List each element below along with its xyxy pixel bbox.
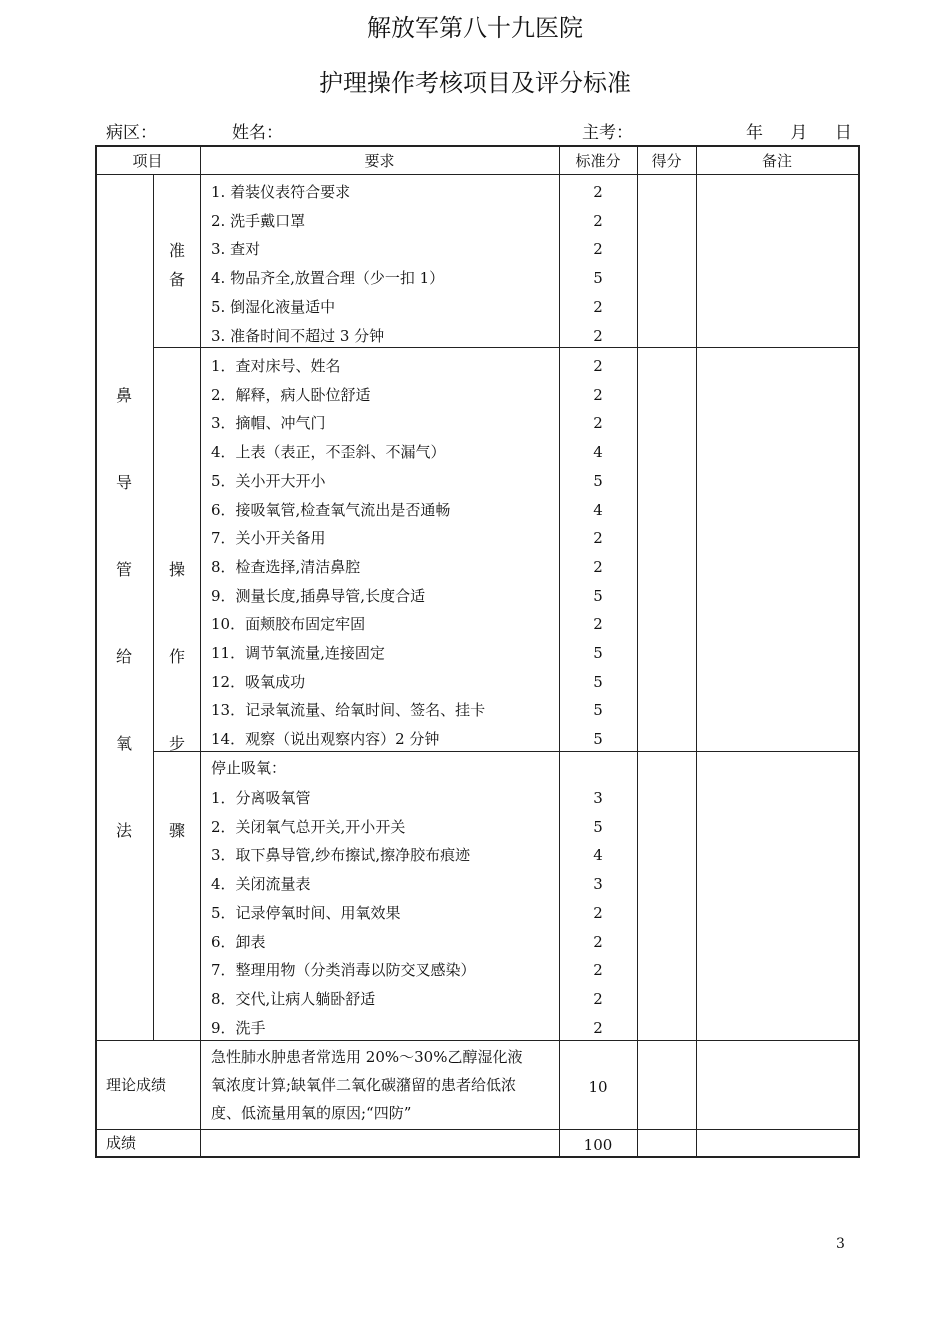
requirement-text: 4．关闭流量表: [211, 875, 311, 894]
main-item-char: 氧: [115, 734, 132, 753]
steps-label-char: 作: [168, 647, 185, 666]
standard-score: 2: [593, 240, 603, 259]
main-item-char: 导: [115, 473, 132, 492]
main-item-char: 给: [115, 647, 132, 666]
requirement-text: 13．记录氧流量、给氧时间、签名、挂卡: [211, 701, 486, 720]
requirement-text: 4．上表（表正，不歪斜、不漏气）: [211, 443, 446, 462]
total-score: 100: [583, 1136, 613, 1154]
standard-score: 5: [593, 471, 603, 490]
requirement-text: 3．摘帽、冲气门: [211, 414, 326, 433]
header-standard-score: 标准分: [575, 152, 621, 170]
requirement-text: 5. 倒湿化液量适中: [211, 297, 336, 316]
requirement-text: 14．观察（说出观察内容）2 分钟: [211, 730, 440, 749]
col-rule-sub: [153, 174, 154, 1040]
requirement-text: 4. 物品齐全,放置合理（少一扣 1）: [211, 269, 445, 288]
standard-score: 2: [593, 385, 603, 404]
standard-score: 5: [593, 701, 603, 720]
requirement-text: 2. 洗手戴口罩: [211, 211, 306, 230]
total-label: 成绩: [106, 1134, 137, 1152]
stop-rule: [95, 1040, 858, 1041]
standard-score: 2: [593, 557, 603, 576]
requirement-text: 2．关闭氧气总开关,开小开关: [211, 817, 406, 836]
steps-label-char: 步: [168, 734, 185, 753]
op-rule: [153, 751, 858, 752]
prep-label-char: 准: [168, 241, 185, 260]
requirement-text: 3. 查对: [211, 240, 261, 259]
standard-score: 5: [593, 817, 603, 836]
examiner-label: 主考：: [582, 123, 633, 143]
requirement-text: 5．关小开大开小: [211, 471, 326, 490]
header-requirement: 要求: [364, 152, 395, 170]
table-border-bottom: [95, 1156, 860, 1158]
name-label: 姓名：: [232, 123, 283, 143]
standard-score: 2: [593, 326, 603, 345]
theory-text: 度、低流量用氧的原因;“四防”: [211, 1104, 412, 1122]
requirement-text: 11．调节氧流量,连接固定: [211, 644, 385, 662]
header-item: 项目: [132, 152, 163, 170]
header-score: 得分: [651, 152, 682, 170]
ward-label: 病区：: [106, 123, 157, 143]
form-title: 护理操作考核项目及评分标准: [319, 69, 631, 97]
requirement-text: 9．洗手: [211, 1018, 266, 1037]
table-border-top: [95, 145, 860, 147]
requirement-text: 10．面颊胶布固定牢固: [211, 615, 366, 634]
standard-score: 2: [593, 989, 603, 1008]
standard-score: 2: [593, 297, 603, 316]
table-border-left: [95, 145, 97, 1158]
year-label: 年: [746, 123, 763, 143]
main-item-char: 管: [115, 560, 132, 579]
requirement-text: 7．整理用物（分类消毒以防交叉感染）: [211, 961, 476, 980]
requirement-text: 3. 准备时间不超过 3 分钟: [211, 326, 385, 345]
standard-score: 2: [593, 414, 603, 433]
steps-label-char: 骤: [168, 821, 185, 840]
standard-score: 2: [593, 529, 603, 548]
standard-score: 5: [593, 730, 603, 749]
requirement-text: 6．卸表: [211, 932, 266, 951]
col-rule-5: [696, 145, 697, 1156]
col-rule-4: [637, 145, 638, 1156]
standard-score: 2: [593, 961, 603, 980]
requirement-text: 1．分离吸氧管: [211, 789, 311, 807]
requirement-text: 7．关小开关备用: [211, 529, 326, 548]
month-label: 月: [790, 123, 808, 143]
theory-label: 理论成绩: [106, 1076, 167, 1094]
requirement-text: 8．交代,让病人躺卧舒适: [211, 989, 376, 1008]
hospital-title: 解放军第八十九医院: [367, 14, 583, 42]
requirement-text: 1．查对床号、姓名: [211, 357, 341, 375]
standard-score: 2: [593, 211, 603, 230]
col-rule-2: [200, 145, 201, 1156]
standard-score: 4: [593, 443, 603, 462]
standard-score: 2: [593, 357, 603, 375]
standard-score: 5: [593, 672, 603, 691]
steps-label-char: 操: [168, 560, 185, 579]
theory-score: 10: [588, 1078, 608, 1096]
standard-score: 4: [593, 500, 603, 519]
requirement-text: 5．记录停氧时间、用氧效果: [211, 903, 401, 922]
requirement-text: 8．检查选择,清洁鼻腔: [211, 557, 361, 576]
standard-score: 2: [593, 932, 603, 951]
page-number: 3: [836, 1236, 845, 1252]
main-item-char: 法: [115, 821, 132, 840]
prep-rule: [153, 347, 858, 348]
day-label: 日: [834, 123, 852, 143]
standard-score: 2: [593, 183, 603, 201]
requirement-text: 6．接吸氧管,检查氧气流出是否通畅: [211, 500, 451, 519]
main-item-char: 鼻: [115, 386, 132, 405]
theory-rule: [95, 1129, 858, 1130]
standard-score: 2: [593, 903, 603, 922]
header-note: 备注: [761, 152, 792, 170]
requirement-text: 2．解释，病人卧位舒适: [211, 385, 371, 404]
table-border-right: [858, 145, 860, 1158]
standard-score: 3: [593, 875, 603, 894]
standard-score: 4: [593, 846, 603, 865]
requirement-text: 1. 着装仪表符合要求: [211, 183, 351, 201]
requirement-text: 9．测量长度,插鼻导管,长度合适: [211, 586, 426, 605]
standard-score: 5: [593, 644, 603, 662]
standard-score: 5: [593, 586, 603, 605]
prep-label-char: 备: [168, 270, 185, 289]
header-rule: [95, 174, 858, 175]
standard-score: 5: [593, 269, 603, 288]
standard-score: 3: [593, 789, 603, 807]
standard-score: 2: [593, 1018, 603, 1037]
requirement-text: 12．吸氧成功: [211, 672, 306, 691]
theory-text: 氧浓度计算;缺氧伴二氧化碳潴留的患者给低浓: [211, 1076, 517, 1094]
standard-score: 2: [593, 615, 603, 634]
requirement-text: 3．取下鼻导管,纱布擦试,擦净胶布痕迹: [211, 846, 471, 865]
theory-text: 急性肺水肿患者常选用 20%～30%乙醇湿化液: [211, 1048, 523, 1066]
date-fields: [746, 118, 852, 143]
stop-oxygen-title: 停止吸氧：: [211, 759, 287, 777]
